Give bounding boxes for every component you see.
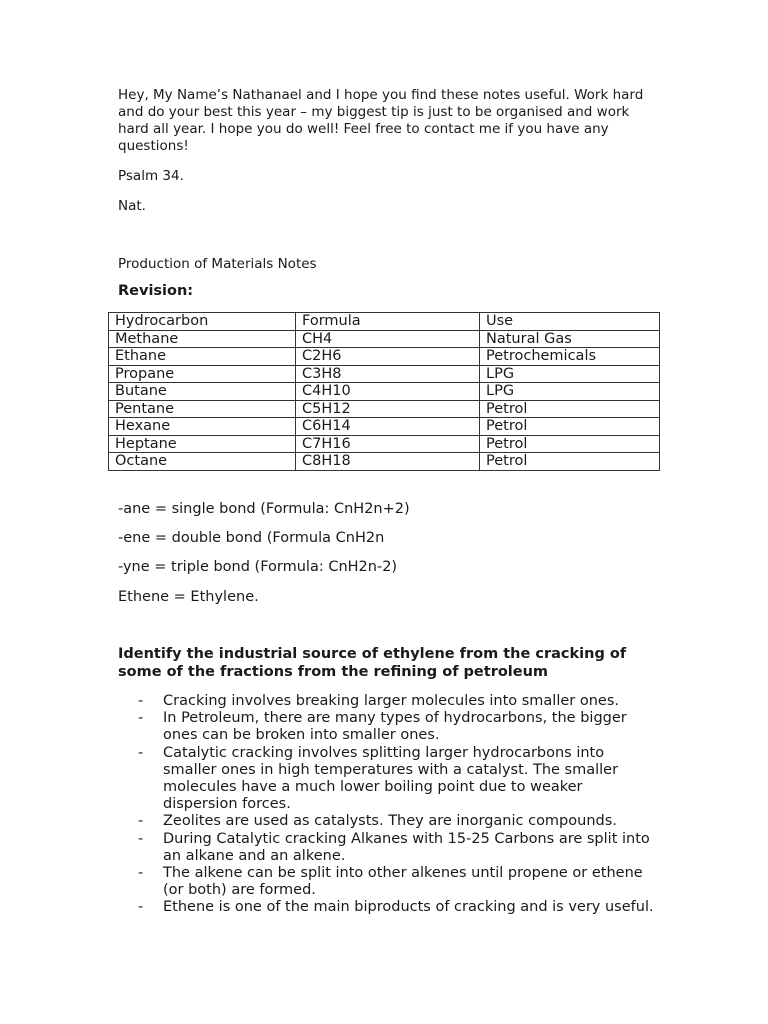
table-row bbox=[109, 400, 660, 418]
table-header-cell: Formula bbox=[296, 313, 480, 331]
bullet-dash: - bbox=[138, 813, 144, 830]
revision-heading: Revision: bbox=[118, 283, 194, 299]
table-cell: Ethane bbox=[109, 348, 296, 366]
table-cell: LPG bbox=[480, 365, 660, 383]
list-item bbox=[138, 693, 658, 710]
bullet-dash: - bbox=[138, 693, 144, 709]
table-cell: Methane bbox=[109, 330, 296, 348]
table-cell: C3H8 bbox=[296, 365, 480, 383]
intro-paragraph: Hey, My Name’s Nathanael and I hope you find these notes useful. Work hard and do your best this year – my biggest tip is just to be organised and work hard all year. I hope you do well! Feel free to contact me if you have any questions! bbox=[118, 87, 644, 154]
psalm-reference: Psalm 34. bbox=[118, 168, 184, 184]
table-header-cell: Hydrocarbon bbox=[109, 313, 296, 331]
rule-ethene: Ethene = Ethylene. bbox=[118, 589, 259, 605]
table-header-row bbox=[109, 313, 660, 331]
table-cell: C5H12 bbox=[296, 400, 480, 418]
bullet-list bbox=[138, 693, 658, 917]
bullet-text: Catalytic cracking involves splitting larger hydrocarbons into smaller ones in high temperatures with a catalyst. The smaller molecules have a much lower boiling point due to weaker dispersion forces. bbox=[163, 744, 619, 813]
bullet-dash: - bbox=[138, 865, 144, 882]
table-cell: C2H6 bbox=[296, 348, 480, 366]
bullet-text: Zeolites are used as catalysts. They are inorganic compounds. bbox=[163, 813, 617, 830]
table-row bbox=[109, 418, 660, 436]
list-item bbox=[138, 745, 658, 814]
bullet-dash: - bbox=[138, 744, 144, 761]
bullet-dash: - bbox=[138, 710, 144, 727]
table-cell: C8H18 bbox=[296, 453, 480, 471]
table-row bbox=[109, 435, 660, 453]
section-heading: Identify the industrial source of ethylene from the cracking of some of the fractions from the refining of petroleum bbox=[118, 646, 627, 680]
table-cell: Hexane bbox=[109, 418, 296, 436]
table-cell: Octane bbox=[109, 453, 296, 471]
table-cell: Petrochemicals bbox=[480, 348, 660, 366]
list-item bbox=[138, 831, 658, 865]
table-cell: Butane bbox=[109, 383, 296, 401]
rule-ene: -ene = double bond (Formula CnH2n bbox=[118, 530, 385, 546]
table-cell: Petrol bbox=[480, 418, 660, 436]
table-row bbox=[109, 348, 660, 366]
table-row bbox=[109, 383, 660, 401]
document-title: Production of Materials Notes bbox=[118, 256, 317, 272]
bullet-dash: - bbox=[138, 830, 144, 847]
table-cell: Petrol bbox=[480, 453, 660, 471]
table-row bbox=[109, 453, 660, 471]
list-item bbox=[138, 899, 658, 916]
bullet-text: The alkene can be split into other alkenes until propene or ethene (or both) are formed. bbox=[163, 865, 643, 899]
table-cell: Natural Gas bbox=[480, 330, 660, 348]
table-row bbox=[109, 330, 660, 348]
hydrocarbon-table bbox=[108, 312, 660, 471]
rule-ane: -ane = single bond (Formula: CnH2n+2) bbox=[118, 501, 410, 517]
table-cell: C6H14 bbox=[296, 418, 480, 436]
list-item bbox=[138, 865, 658, 899]
table-cell: Heptane bbox=[109, 435, 296, 453]
bullet-text: Cracking involves breaking larger molecules into smaller ones. bbox=[163, 693, 619, 709]
table-cell: Petrol bbox=[480, 400, 660, 418]
bullet-dash: - bbox=[138, 899, 144, 916]
list-item bbox=[138, 813, 658, 830]
table-cell: Pentane bbox=[109, 400, 296, 418]
table-cell: CH4 bbox=[296, 330, 480, 348]
bullet-text: Ethene is one of the main biproducts of cracking and is very useful. bbox=[163, 899, 654, 916]
table-row bbox=[109, 365, 660, 383]
table-cell: Petrol bbox=[480, 435, 660, 453]
table-cell: C4H10 bbox=[296, 383, 480, 401]
list-item bbox=[138, 710, 658, 744]
table-header-cell: Use bbox=[480, 313, 660, 331]
signoff: Nat. bbox=[118, 198, 146, 214]
bullet-text: In Petroleum, there are many types of hydrocarbons, the bigger ones can be broken into smaller ones. bbox=[163, 710, 627, 744]
bullet-text: During Catalytic cracking Alkanes with 15-25 Carbons are split into an alkane and an alkene. bbox=[163, 830, 650, 864]
table-cell: C7H16 bbox=[296, 435, 480, 453]
table-cell: LPG bbox=[480, 383, 660, 401]
table-cell: Propane bbox=[109, 365, 296, 383]
rule-yne: -yne = triple bond (Formula: CnH2n-2) bbox=[118, 559, 398, 575]
